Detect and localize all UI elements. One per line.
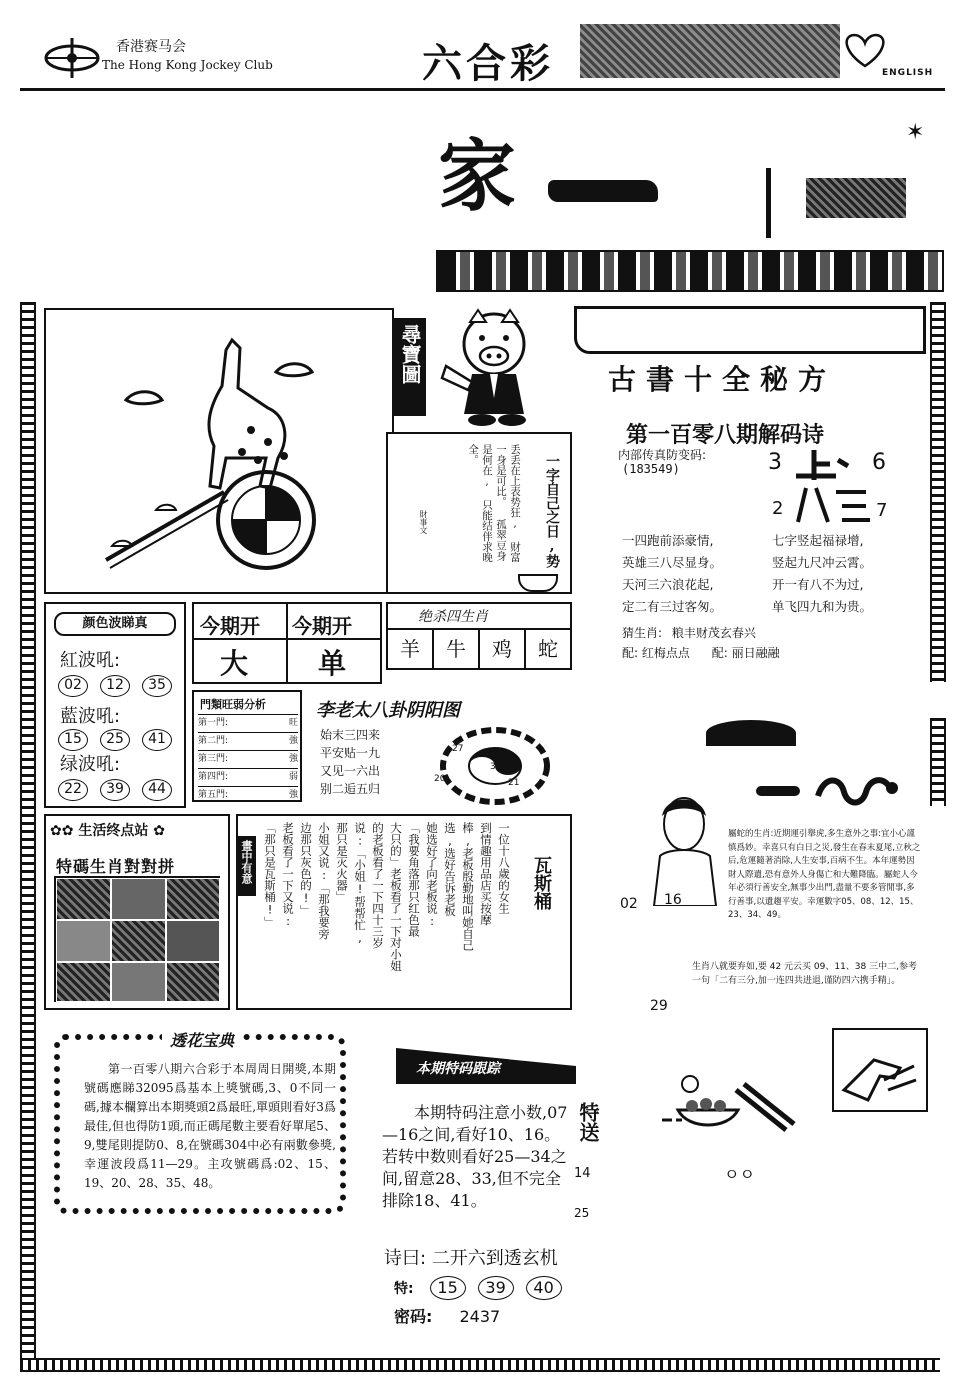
banner-box [436,108,944,294]
story-box [236,814,572,1010]
poem-scroll-heading: 一字自己之日,势 [544,454,560,568]
door-row: 第二門: 強 [198,732,298,750]
hand-icon [834,1030,926,1110]
pair-value-2: 丽日融融 [731,646,780,660]
english-link[interactable]: ENGLISH [882,68,934,78]
snake-num-c: 29 [650,998,668,1014]
animal-cell: 羊 [388,630,434,668]
zodiac-photo [166,920,220,962]
story-column: 小姐又说:「那我要旁 [317,822,331,940]
number-ball: 35 [142,675,172,697]
story-column: 老板看了一下又说: [281,822,295,928]
period-divider-v [286,604,288,682]
code-num-6: 6 [872,450,886,475]
period-label-2: 今期开 [292,614,352,638]
picture-box [44,308,394,594]
story-column: 「我要角落那只红色最 [407,822,421,937]
lotus-panel [44,1024,356,1218]
internal-code-label: 内部传真防变码: [618,448,707,462]
footer-section [362,1240,722,1350]
poem-108-panel [600,410,920,670]
brand-title: 六合彩 [422,41,554,87]
number-ball: 22 [58,779,88,801]
life-station-box [44,814,230,1010]
bear-basket-illustration [660,1070,800,1154]
period-label-1: 今期开 [200,614,260,638]
banner-leaves-band [436,250,944,292]
green-wave-label: 绿波吼: [60,754,121,775]
number-ball: 39 [478,1276,514,1300]
footer-special [394,1276,574,1300]
animal-cell: 蛇 [538,637,558,661]
life-station-header [50,820,165,840]
header-underline [20,88,945,91]
zodiac-photo [111,962,166,1002]
poem-line: 单飞四九和为贵。 [772,599,873,614]
guess-zodiac [622,624,756,641]
poem-scroll-sign: 財事文 [419,510,428,534]
door-analysis-rows [198,714,298,804]
door-row: 第五門: 強 [198,786,298,804]
number-ball: 12 [100,675,130,697]
story-column: 的老板看了一下四十三岁 [371,822,385,949]
poem-line: 竖起九尺冲云霄。 [772,555,873,570]
bagua-title: 李老太八卦阴阳图 [316,700,460,721]
org-name-en: The Hong Kong Jockey Club [102,58,273,72]
period-value-1: 大 [220,647,249,680]
org-name-cn: 香港赛马会 [116,39,186,55]
special-send-num: 14 [574,1166,591,1181]
tracking-panel [374,1034,606,1218]
footer-poem [384,1244,558,1270]
story-column: 她选好了向老板说: [425,822,439,928]
treasure-map-label: 尋寶圖 [398,324,422,384]
snake-panel [620,716,926,1036]
bagua-line: 别二逅五归 [320,782,381,796]
poem-line: 七字竖起福禄增, [772,533,864,548]
zodiac-photo-grid [54,876,220,1002]
jockey-club-logo-icon [40,34,104,82]
woman-photo [650,786,720,906]
code-num-3: 3 [768,450,782,475]
story-column: 那只是灭火器」 [335,822,349,903]
bagua-lines [320,726,380,798]
poem-scroll-body: 丢丢在上表势狂, 财富一身是可比。 孤翠豆身是何在, 只能结伴求晚全。 [467,444,521,563]
story-column: 「那只是瓦斯桶!」 [263,822,277,928]
story-column: 边那只灰色的!」 [299,822,313,917]
footer-special-label: 特: [394,1281,414,1297]
code-num-2: 2 [772,498,784,519]
bagua-line: 平安贴一九 [320,746,381,760]
snake-dash [756,786,800,796]
number-ball: 25 [100,729,130,751]
page-header [20,22,945,90]
bagua-section [312,694,572,806]
bagua-num: 20 [434,774,446,784]
this-period-box [192,602,382,684]
lotus-title: 透花宝典 [162,1028,242,1051]
story-column: 说:「小姐!帮帮忙, [353,822,367,945]
zodiac-photo [111,920,166,962]
code-glyph-bottom [792,482,872,526]
code-glyph-top [792,446,856,486]
number-ball: 15 [58,729,88,751]
pairing-row [622,644,780,661]
story-column: 大只的」老板看了一下对小姐 [389,822,403,972]
header-graphic [580,24,840,78]
blue-wave-label: 藍波吼: [60,706,121,727]
four-animals-items [388,630,570,668]
border-bottom [20,1358,940,1372]
banner-title: 家 [438,131,517,222]
code-num-7: 7 [876,500,888,521]
flower-icon: ✿ [153,823,165,839]
number-ball: 44 [142,779,172,801]
special-zodiac-title: 特碼生肖對對拼 [56,857,176,876]
treasure-map-label-box [392,318,426,416]
pair-label-2: 配: [711,646,728,660]
special-send-label: 特送 [576,1102,600,1142]
footer-code-value: 2437 [459,1307,501,1326]
bagua-num: 27 [452,744,464,754]
star-icon: ✶ [906,120,925,145]
four-animals-title: 绝杀四生肖 [418,609,488,625]
number-ball: 40 [526,1276,562,1300]
glasses-icon: ㅇㅇ [724,1165,755,1184]
story-side-title: 瓦斯桶 [531,856,552,910]
footer-poem-value: 二开六到透玄机 [431,1248,558,1269]
story-tag: 畫中有意 [236,836,256,896]
giraffe-illustration [46,310,392,592]
border-right-lower [930,718,946,806]
period-value-2: 单 [318,647,347,680]
zodiac-photo [166,962,220,1002]
snake-body-text: 屬蛇的生肖:近期運引舉虎,多生意外之事:宜小心謹慎爲妙。幸喜只有白日之災,發生在春末夏尾,立秋之后,危運隨著消除,人生安事,百病不生。本年運勢因財人際遺,恐有意外人身傷亡和大難降臨。屬蛇人今年必須行善安全,無事少出門,盡量不要多管閒事,多行善事,以遺趨平安。幸運數字05、08、12、15、23、34、49。 [728,829,921,920]
animal-cell: 鸡 [480,630,526,668]
pig-mascot-illustration [432,302,572,430]
heart-logo-icon [838,30,892,70]
banner-vertical-bar [766,168,771,238]
tracking-body: 本期特码注意小数,07—16之间,看好10、16。若转中数则看好25—34之间,留意28、33,但不完全排除18、41。 [382,1103,568,1210]
story-column: 一位十八歲的女生 [497,822,511,914]
door-analysis-box [192,690,302,802]
scroll-curl-bottom [518,574,558,592]
zodiac-photo [56,962,111,1002]
door-row: 第三門: 強 [198,750,298,768]
story-column: 棒,老板殷勤地叫她自己 [461,822,475,951]
story-column: 选,选好告诉老板 [443,822,457,917]
lotus-body: 第一百零八期六合彩于本周周日開獎,本期號碼應睇32095爲基本上獎號碼,3、0不同一碼,據本欄算出本期獎頭2爲最旺,單頭則看好3爲最佳,但也得防1頭,而正碼尾數主要看好單尾5、9,雙尾則提防0、8,在號碼304中必有兩數參獎,幸運波段爲11—29。主攻號碼爲:02、15、19、20、28、35、48。 [84,1062,336,1190]
bagua-num: 35 [490,762,502,772]
red-wave-numbers [58,674,172,697]
number-ball: 39 [100,779,130,801]
snake-icon [812,766,902,812]
border-right [930,302,946,682]
special-send-num: 25 [574,1206,590,1220]
animal-cell: 牛 [434,630,480,668]
bagua-num: 21 [508,778,520,788]
snake-num-a: 02 [620,896,638,912]
poem-line: 英雄三八尽显身。 [622,555,723,570]
story-columns [262,822,512,1004]
number-ball: 15 [430,1276,466,1300]
hand-card-box [832,1028,928,1112]
green-wave-numbers [58,778,172,801]
guess-zodiac-label: 猜生肖: [622,626,663,640]
flower-icon: ✿✿ [50,823,74,839]
blue-wave-numbers [58,728,172,751]
banner-brush-mark [548,180,658,202]
bagua-line: 始末三四来 [320,728,381,742]
color-wave-title: 颜色波睇真 [54,612,176,636]
zodiac-photo [111,878,166,920]
poem-line: 一四跑前添豪情, [622,533,714,548]
classic-header-title: 古書十全秘方 [608,363,837,396]
poem-108-lines [622,530,922,618]
red-wave-label: 紅波吼: [60,650,121,671]
door-row: 第一門: 旺 [198,714,298,732]
number-ball: 41 [142,729,172,751]
door-analysis-title: 門類旺弱分析 [200,698,266,711]
poem-108-title: 第一百零八期解码诗 [626,423,825,448]
tracking-title: 本期特码跟踪 [416,1061,500,1077]
life-station-title: 生活终点站 [78,823,149,839]
poem-scroll-box [386,432,572,594]
footer-code [394,1304,500,1327]
zodiac-photo [166,878,220,920]
poem-line: 天河三六浪花起, [622,577,714,592]
internal-code-value: (183549) [622,462,680,476]
footer-code-label: 密码: [394,1307,433,1326]
banner-ornament [806,178,906,218]
number-ball: 02 [58,675,88,697]
snake-num-b: 16 [664,892,682,908]
poem-line: 开一有八不为过, [772,577,864,592]
zodiac-photo [56,920,111,962]
snake-note: 生肖八就要弃如,要 42 元云买 09、11、38 三中二,参考一句「二有三分,加一连四共进退,谨防四六携手精」。 [692,962,917,986]
poem-line: 定二有三过客匆。 [622,599,723,614]
pair-label-1: 配: [622,646,639,660]
story-column: 到情趣用品店买按摩 [479,822,493,926]
classic-header-box [574,306,926,354]
bagua-line: 又见一六出 [320,764,381,778]
color-wave-box [44,602,186,808]
snake-banner-shape [706,720,796,746]
zodiac-photo [56,878,111,920]
guess-zodiac-value: 粮丰财茂玄春兴 [671,626,756,640]
border-left [20,302,36,1372]
door-row: 第四門: 弱 [198,768,298,786]
four-animals-box [386,602,572,670]
pair-value-1: 红梅点点 [641,646,690,660]
footer-poem-label: 诗曰: [384,1248,427,1269]
